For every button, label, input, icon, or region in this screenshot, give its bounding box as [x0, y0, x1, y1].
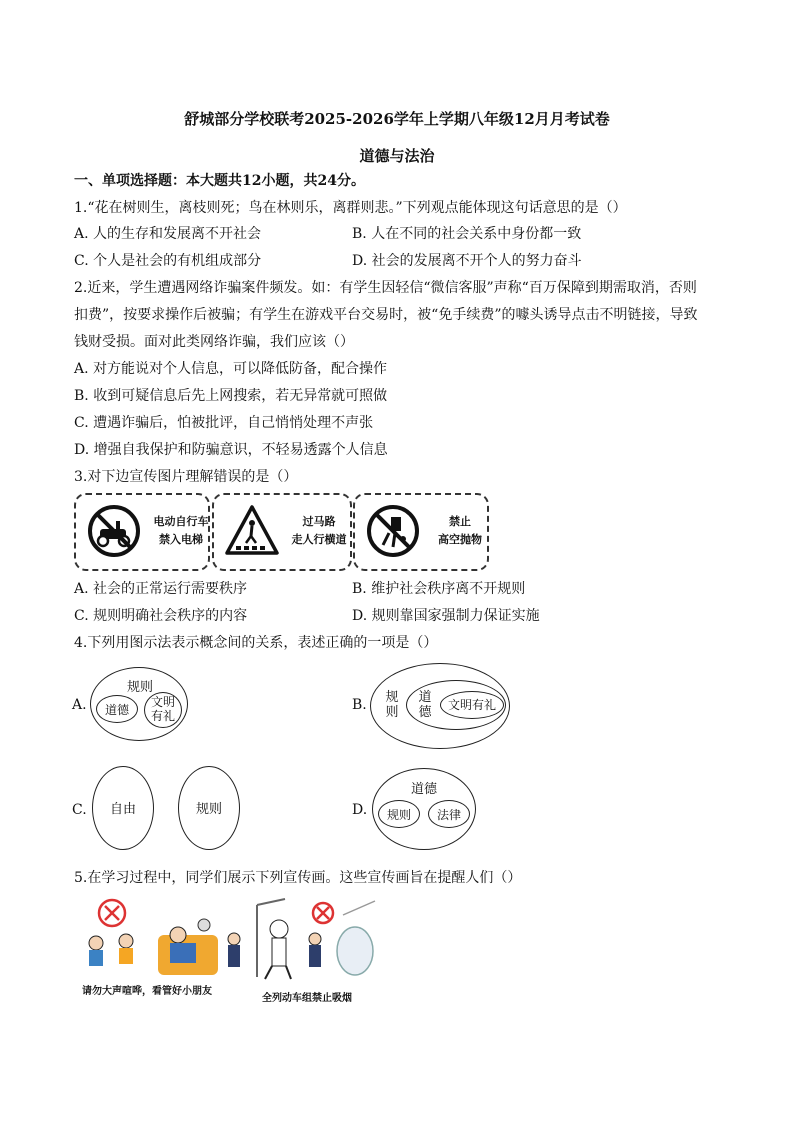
no-throwing-icon — [365, 503, 421, 559]
q2-option-b: B. 收到可疑信息后先上网搜索，若无异常就可照做 — [74, 388, 388, 404]
q4a-right-label: 文明有礼 — [150, 695, 175, 723]
q4a-left-label: 道德 — [104, 703, 129, 717]
q3-option-a: A. 社会的正常运行需要秩序 — [74, 581, 248, 597]
exam-title: 舒城部分学校联考2025-2026学年上学期八年级12月月考试卷 — [184, 110, 610, 128]
poster-no-smoking-illustration — [255, 895, 380, 987]
sign-no-ebike — [74, 493, 210, 571]
q5-stem: 5.在学习过程中，同学们展示下列宣传画。这些宣传画旨在提醒人们（） — [74, 870, 522, 886]
sign1-line1: 电动自行车 — [153, 515, 209, 528]
q4b-inner-label: 文明有礼 — [447, 698, 496, 712]
crosswalk-icon — [224, 503, 280, 559]
q4c-left-label: 自由 — [109, 802, 136, 817]
q2-option-d: D. 增强自我保护和防骗意识，不轻易透露个人信息 — [74, 442, 388, 458]
sign3-line2: 高空抛物 — [438, 533, 482, 546]
q3-option-c: C. 规则明确社会秩序的内容 — [74, 608, 248, 624]
q2-stem-line3: 钱财受损。面对此类网络诈骗，我们应该（） — [74, 334, 354, 350]
q1-option-b: B. 人在不同的社会关系中身份都一致 — [352, 226, 582, 242]
q2-stem-line2: 扣费”，按要求操作后被骗；有学生在游戏平台交易时，被“免手续费”的噱头诱导点击不明链接，导致 — [74, 307, 698, 323]
q1-option-a: A. 人的生存和发展离不开社会 — [74, 226, 262, 242]
q1-option-d: D. 社会的发展离不开个人的努力奋斗 — [352, 253, 582, 269]
q4d-left-label: 规则 — [386, 808, 411, 822]
q4-label-c: C. — [72, 802, 87, 818]
poster1-caption: 请勿大声喧哗，看管好小朋友 — [82, 986, 212, 997]
q2-option-a: A. 对方能说对个人信息，可以降低防备，配合操作 — [74, 361, 388, 377]
q4b-outer-label: 规则 — [385, 690, 399, 720]
q4d-right-label: 法律 — [436, 808, 461, 822]
q4-label-a: A. — [72, 697, 87, 713]
subject-title: 道德与法治 — [359, 147, 435, 165]
q4a-outer-label: 规则 — [126, 680, 153, 695]
q3-stem: 3.对下边宣传图片理解错误的是（） — [74, 469, 298, 485]
sign3-line1: 禁止 — [449, 515, 471, 528]
sign2-line2: 走人行横道 — [291, 533, 347, 546]
section-heading: 一、单项选择题：本大题共12小题，共24分。 — [74, 173, 365, 189]
no-ebike-icon — [86, 503, 142, 559]
q1-stem: 1.“花在树则生，离枝则死；鸟在林则乐，离群则悲。”下列观点能体现这句话意思的是（） — [74, 200, 627, 216]
q2-option-c: C. 遭遇诈骗后，怕被批评，自己悄悄处理不声张 — [74, 415, 374, 431]
sign-crosswalk — [212, 493, 352, 571]
q3-option-b: B. 维护社会秩序离不开规则 — [352, 581, 526, 597]
sign-no-throwing — [353, 493, 489, 571]
poster2-caption: 全列动车组禁止吸烟 — [262, 993, 352, 1004]
q4-label-d: D. — [352, 802, 368, 818]
q4d-outer-label: 道德 — [410, 782, 437, 797]
q4-label-b: B. — [352, 697, 367, 713]
q1-option-c: C. 个人是社会的有机组成部分 — [74, 253, 262, 269]
q4c-right-label: 规则 — [195, 802, 222, 817]
q4b-mid-label: 道德 — [418, 690, 432, 720]
q4-stem: 4.下列用图示法表示概念间的关系，表述正确的一项是（） — [74, 635, 438, 651]
q3-option-d: D. 规则靠国家强制力保证实施 — [352, 608, 540, 624]
sign1-line2: 禁入电梯 — [159, 533, 203, 546]
sign2-line1: 过马路 — [302, 515, 336, 528]
q2-stem-line1: 2.近来，学生遭遇网络诈骗案件频发。如：有学生因轻信“微信客服”声称“百万保障到期需取消，否则 — [74, 280, 697, 296]
poster-no-noise-illustration — [74, 895, 252, 981]
